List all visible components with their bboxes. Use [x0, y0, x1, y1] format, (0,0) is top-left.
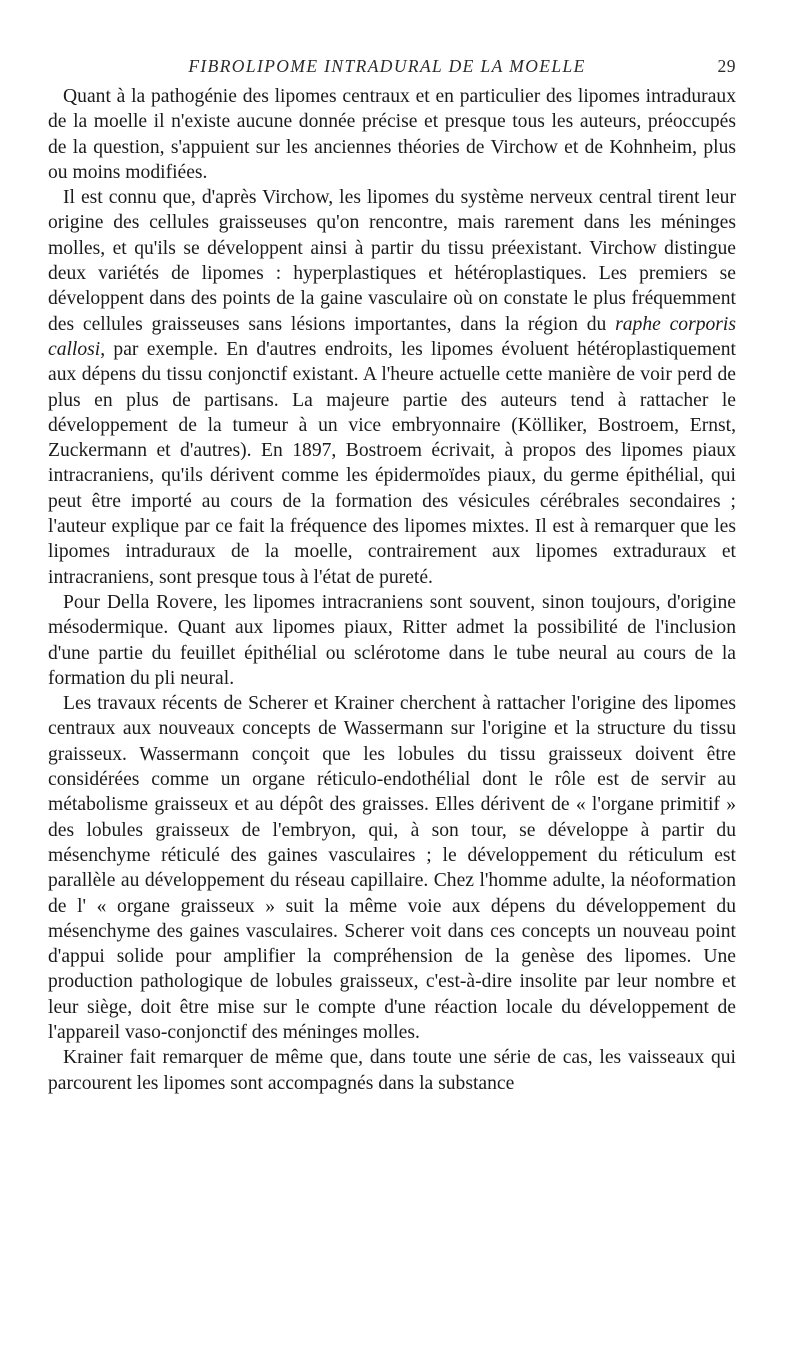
latin-term-raphe-corporis-callosi: raphe corporis callosi	[48, 313, 736, 360]
running-head	[48, 56, 736, 84]
paragraph-virchow-theory-part-2: , par exemple. En d'autres endroits, les lipomes évoluent hétéroplastiquement aux dépens du tissu conjonctif existant. A l'heure actuelle cette manière de voir perd de plus en plus de partisans. La majeure partie des auteurs tend à rattacher le développement de la tumeur à un vice embryonnaire (Kölliker, Bostroem, Ernst, Zuckermann et d'autres). En 1897, Bostroem écrivait, à propos des lipomes piaux intracraniens, qu'ils dérivent comme les épidermoïdes piaux, du germe épithélial, qui peut être importé au cours de la formation des vésicules cérébrales secondaires ; l'auteur explique par ce fait la fréquence des lipomes mixtes. Il est à remarquer que les lipomes intraduraux de la moelle, contrairement aux lipomes extraduraux et intracraniens, sont presque tous à l'état de pureté.	[48, 338, 736, 588]
paragraph-virchow-theory	[48, 185, 736, 590]
paragraph-scherer-krainer: Les travaux récents de Scherer et Krainer cherchent à rattacher l'origine des lipomes centraux aux nouveaux concepts de Wassermann sur l'origine et la structure du tissu graisseux. Wassermann conçoit que les lobules du tissu graisseux doivent être considérées comme un organe réticulo-endothélial dont le rôle est de servir au métabolisme graisseux et au dépôt des graisses. Elles dérivent de « l'organe primitif » des lobules graisseux de l'embryon, qui, à son tour, se développe à partir du mésenchyme réticulé des gaines vasculaires ; le développement du réticulum est parallèle au développement du réseau capillaire. Chez l'homme adulte, la néoformation de l' « organe graisseux » suit la même voie aux dépens du développement du mésenchyme des gaines vasculaires. Scherer voit dans ces concepts un nouveau point d'appui solide pour amplifier la compréhension de la genèse des lipomes. Une production pathologique de lobules graisseux, c'est-à-dire insolite par leur nombre et leur siège, doit être mise sur le compte d'une réaction locale du développement de l'appareil vaso-conjonctif des méninges molles.	[48, 693, 736, 1043]
paragraph-krainer-vessels: Krainer fait remarquer de même que, dans toute une série de cas, les vaisseaux qui parcourent les lipomes sont accompagnés dans la substance	[48, 1047, 736, 1094]
paragraph-della-rovere: Pour Della Rovere, les lipomes intracraniens sont souvent, sinon toujours, d'origine mésodermique. Quant aux lipomes piaux, Ritter admet la possibilité de l'inclusion d'une partie du feuillet épithélial ou sclérotome dans le tube neural au cours de la formation du pli neural.	[48, 591, 736, 689]
running-title: FIBROLIPOME INTRADURAL DE LA MOELLE	[188, 56, 586, 76]
book-page	[48, 56, 736, 1096]
page-number: 29	[717, 56, 736, 76]
body-text	[48, 84, 736, 1096]
paragraph-pathogenesis-intro: Quant à la pathogénie des lipomes centraux et en particulier des lipomes intraduraux de la moelle il n'existe aucune donnée précise et presque tous les auteurs, préoccupés de la question, s'appuient sur les anciennes théories de Virchow et de Kohnheim, plus ou moins modifiées.	[48, 86, 736, 183]
paragraph-virchow-theory-part-1: Il est connu que, d'après Virchow, les lipomes du système nerveux central tirent leur origine des cellules graisseuses qu'on rencontre, mais rarement dans les méninges molles, et qu'ils se développent ainsi à partir du tissu préexistant. Virchow distingue deux variétés de lipomes : hyperplastiques et hétéroplastiques. Les premiers se développent dans des points de la gaine vasculaire où on constate le plus fréquemment des cellules graisseuses sans lésions importantes, dans la région du	[48, 187, 736, 335]
